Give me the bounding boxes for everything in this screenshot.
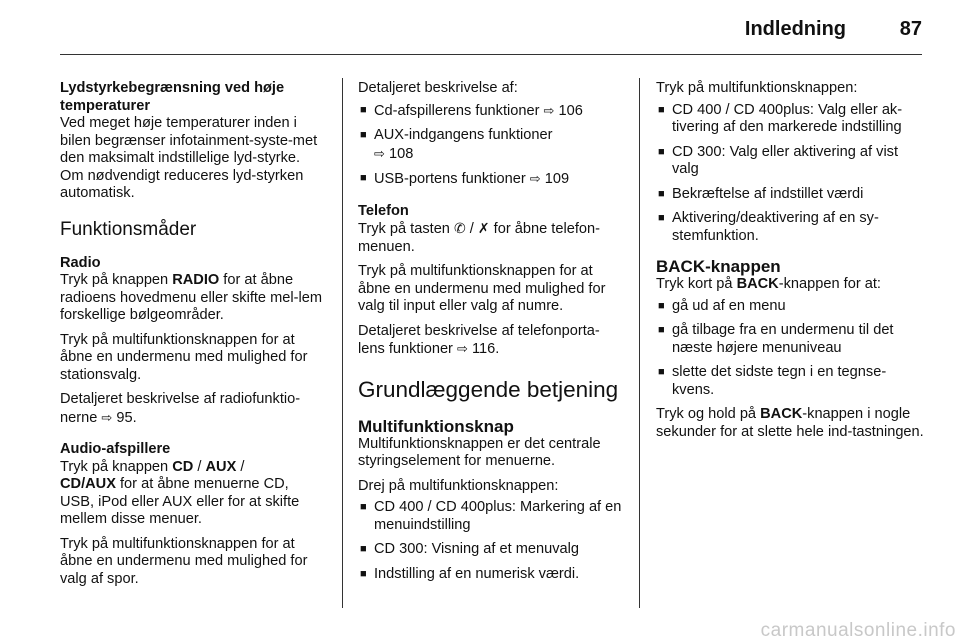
temperature-text: Ved meget høje temperaturer inden i bilen begrænser infotainment-syste-met den maksimalt indstillelige lyd-styrke. Om nødvendigt reduceres lyd-styrken automatisk. xyxy=(60,115,318,201)
modes-heading: Funktionsmåder xyxy=(60,218,197,240)
column-3 xyxy=(656,80,924,448)
list-item: ■ CD 300: Valg eller aktivering af vist valg xyxy=(658,143,899,177)
header-divider xyxy=(60,54,922,55)
page-ref-link[interactable]: 108 xyxy=(384,145,414,162)
watermark: carmanualsonline.info xyxy=(760,620,956,641)
list-item: ■ gå ud af en menu xyxy=(658,297,786,314)
audio-heading: Audio-afspillere xyxy=(60,441,171,457)
page-ref-arrow-icon: ⇨ xyxy=(543,102,555,118)
list-item: ■ CD 400 / CD 400plus: Valg eller ak-tivering af den markerede indstilling xyxy=(658,101,903,135)
list-item: ■ slette det sidste tegn i en tegnse-kvens. xyxy=(658,364,887,398)
list-item: ■ Indstilling af en numerisk værdi. xyxy=(360,565,580,582)
audio-paragraph-1: Tryk på knappen CD / AUX / CD/AUX for at åbne menuerne CD, USB, iPod eller AUX eller for at skifte mellem disse menuer. xyxy=(60,458,300,527)
press-intro: Tryk på multifunktionsknappen: xyxy=(656,80,858,96)
page-ref-link[interactable]: 109 xyxy=(540,171,570,187)
basic-operation-heading: Grundlæggende betjening xyxy=(358,376,619,402)
detail-intro: Detaljeret beskrivelse af: xyxy=(358,80,518,96)
multifunction-paragraph-1: Multifunktionsknappen er det centrale styringselement for menuerne. xyxy=(358,435,601,469)
list-item: ■ CD 400 / CD 400plus: Markering af en menuindstilling xyxy=(360,499,622,533)
hang-up-icon: ✗ xyxy=(477,220,490,236)
page-ref-link[interactable]: 116. xyxy=(467,341,500,357)
column-1 xyxy=(60,80,326,595)
bullet-icon: ■ xyxy=(658,324,665,336)
list-item: ■ Bekræftelse af indstillet værdi xyxy=(658,185,864,202)
page-ref-arrow-icon: ⇨ xyxy=(101,409,113,425)
bullet-icon: ■ xyxy=(360,172,367,184)
list-item: ■ CD 300: Visning af et menuvalg xyxy=(360,541,579,557)
bullet-icon: ■ xyxy=(658,145,665,158)
column-divider-1 xyxy=(342,78,343,608)
list-item: ■ gå tilbage fra en undermenu til det næste højere menuniveau xyxy=(658,322,894,356)
phone-paragraph-3: Detaljeret beskrivelse af telefonporta-lens funktioner ⇨ 116. xyxy=(358,322,600,357)
bullet-icon: ■ xyxy=(658,212,665,224)
phone-paragraph-2: Tryk på multifunktionsknappen for at åbne en undermenu med mulighed for valg til input eller valg af numre. xyxy=(358,263,606,314)
radio-heading: Radio xyxy=(60,254,101,271)
list-item: ■ Cd-afspillerens funktioner ⇨ 106 xyxy=(360,102,583,119)
back-button-label: BACK xyxy=(760,406,803,422)
page-number: 87 xyxy=(899,18,922,40)
column-2 xyxy=(358,80,626,590)
radio-paragraph-2: Tryk på multifunktionsknappen for at åbne en undermenu med mulighed for stationsvalg. xyxy=(60,331,308,383)
temperature-heading: Lydstyrkebegrænsning ved høje temperaturer xyxy=(60,80,285,114)
multifunction-heading: Multifunktionsknap xyxy=(358,416,514,436)
radio-paragraph-1: Tryk på knappen RADIO for at åbne radioens hovedmenu eller skifte mel-lem forskellige bølgeområder. xyxy=(60,272,322,323)
bullet-icon: ■ xyxy=(360,129,367,141)
bullet-icon: ■ xyxy=(658,366,665,378)
radio-button-label: RADIO xyxy=(172,272,220,288)
bullet-icon: ■ xyxy=(360,501,367,513)
phone-icon: ✆ xyxy=(453,220,466,236)
bullet-icon: ■ xyxy=(360,543,367,555)
page-ref-link[interactable]: 106 xyxy=(554,102,583,119)
phone-heading: Telefon xyxy=(358,202,409,219)
cd-button-label: CD xyxy=(172,458,194,475)
bullet-icon: ■ xyxy=(360,103,367,116)
column-divider-2 xyxy=(639,78,640,608)
radio-paragraph-3: Detaljeret beskrivelse af radiofunktio-nerne ⇨ 95. xyxy=(60,391,301,426)
aux-button-label: AUX xyxy=(205,458,237,475)
back-list xyxy=(656,298,924,400)
list-item: ■ USB-portens funktioner ⇨ 109 xyxy=(360,171,570,187)
back-paragraph-1: Tryk kort på BACK-knappen for at: xyxy=(656,276,881,292)
phone-paragraph-1: Tryk på tasten ✆ / ✗ for åbne telefon-menuen. xyxy=(358,220,600,255)
cdaux-button-label: CD/AUX xyxy=(60,476,116,492)
back-button-label: BACK xyxy=(736,276,779,292)
press-list xyxy=(656,102,924,246)
chapter-title: Indledning xyxy=(744,18,846,40)
detail-list xyxy=(358,102,626,189)
bullet-icon: ■ xyxy=(658,187,665,200)
bullet-icon: ■ xyxy=(360,567,367,580)
page-ref-arrow-icon: ⇨ xyxy=(529,171,541,186)
page-ref-arrow-icon: ⇨ xyxy=(374,145,385,161)
page-ref-link[interactable]: 95. xyxy=(112,409,137,426)
audio-paragraph-2: Tryk på multifunktionsknappen for at åbne en undermenu med mulighed for valg af spor. xyxy=(60,535,308,587)
back-heading: BACK-knappen xyxy=(656,257,781,276)
bullet-icon: ■ xyxy=(658,103,665,116)
list-item: ■ AUX-indgangens funktioner ⇨ 108 xyxy=(360,127,553,162)
page-ref-arrow-icon: ⇨ xyxy=(456,341,468,356)
list-item: ■ Aktivering/deaktivering af en sy-stemfunktion. xyxy=(658,210,879,244)
bullet-icon: ■ xyxy=(658,299,665,312)
back-paragraph-2: Tryk og hold på BACK-knappen i nogle sekunder for at slette hele ind-tastningen. xyxy=(656,406,924,440)
turn-list xyxy=(358,499,626,583)
multifunction-paragraph-2: Drej på multifunktionsknappen: xyxy=(358,477,559,494)
